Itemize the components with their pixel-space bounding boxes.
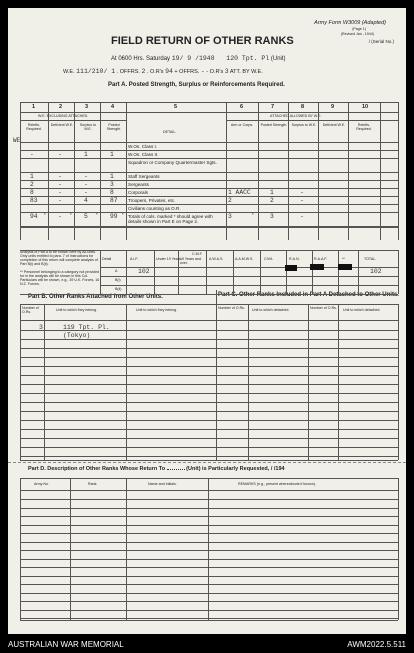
row-8-c2: - (58, 213, 62, 220)
analysis-header-5: A.A.M.W.S. (235, 257, 254, 261)
row-detail-1: W.Os. Class II. (128, 151, 159, 157)
footer-left: AUSTRALIAN WAR MEMORIAL (8, 640, 124, 649)
row-6-posted: 2 (270, 197, 274, 204)
part-bc-col-7 (398, 304, 399, 460)
analysis-header-1: A.I.F. (130, 257, 139, 261)
part-a-col-line-2 (74, 102, 75, 240)
part-b-unit-detail: (Tokyo) (63, 332, 91, 339)
part-a-col-line-11 (398, 102, 399, 240)
part-c-header-number: Number of O.Rs. (218, 306, 245, 310)
unit-value: 120 Tpt. Pl (226, 55, 270, 62)
col-number-8: 8 (301, 104, 305, 110)
part-d-col-2 (126, 478, 127, 620)
date-value: 19/ 9 /194 (171, 55, 211, 62)
row-1-c1: - (30, 151, 34, 158)
perforation-line (8, 462, 406, 463)
row-6-arm: 2 (228, 197, 232, 204)
part-d-col-4 (398, 478, 399, 620)
analysis-header-7: R.A.N. (289, 257, 300, 261)
left-header-1: Deficient W.E. (50, 123, 74, 127)
part-bc-col-2 (126, 304, 127, 460)
group-right-label: ATTACHED ALLOWED BY W.E. (270, 114, 322, 118)
part-bc-col-4 (248, 304, 249, 460)
footer-right: AWM2022.5.511 (347, 640, 406, 649)
row-5-c1: 8 (30, 189, 34, 196)
part-a-col-line-1 (48, 102, 49, 240)
col-number-2: 2 (59, 104, 63, 110)
part-bc-top (20, 304, 398, 305)
total-star-arm: * (252, 212, 254, 217)
army-form-id: Army Form W3009 (Adapted) (314, 20, 386, 26)
row-3-c4: 1 (110, 173, 114, 180)
redaction-0 (285, 265, 297, 271)
part-a-col-line-8 (318, 102, 319, 240)
row-rule-0 (20, 150, 398, 151)
plus-offrs-value: - (200, 68, 205, 75)
part-c-header-unit: Unit to which detached. (252, 308, 290, 312)
part-b-header-number: Number of O.Rs. (22, 306, 39, 315)
row-detail-8: Totals of cols. marked * should agree with details shown in Part E on Page 2. (128, 213, 213, 224)
col-number-4: 4 (111, 104, 115, 110)
total-star-1: * (70, 212, 72, 217)
row-8-surplus: - (300, 213, 304, 220)
part-a-top-rule (20, 102, 398, 103)
we-label: W.E. (63, 69, 75, 75)
date-suffix: 8 (210, 55, 215, 62)
row-5-c2: - (58, 189, 62, 196)
row-rule-3 (20, 180, 398, 181)
analysis-header-4: A.W.A.S. (209, 257, 224, 261)
col-number-1: 1 (32, 104, 36, 110)
left-header-2: Surplus to W.E. (79, 123, 97, 132)
row-8-arm: 3 (228, 213, 232, 220)
row-4-c1: 2 (30, 181, 34, 188)
analysis-header-0: Detail (102, 257, 112, 261)
row-3-c2: - (58, 173, 62, 180)
analysis-header-9: ** (342, 257, 345, 261)
at-line (111, 55, 286, 62)
part-d-title: Part D. Description of Other Ranks Whose Return To (28, 466, 166, 472)
redaction-1 (310, 264, 324, 270)
row-4-c4: 3 (110, 181, 114, 188)
part-a-col-line-5 (226, 102, 227, 240)
cmf-header: C.M.F. (192, 252, 203, 256)
we-value: 111/210/ 1 (76, 68, 116, 75)
analysis-note: ** Personnel belonging to a category not provided for in the analysis will be shown in this Col. Particulars will be shown, e.g., 39 U.K. Forces, 16 N.Z. Forces. (20, 270, 100, 287)
part-d-header-3: REMARKS (e.g., present whereabouts if known). (238, 482, 316, 486)
part-d-title-mid: (Unit) is Particularly Requested, (186, 466, 270, 472)
part-a-col-line-4 (126, 102, 127, 240)
analysis-col-line-0 (100, 250, 101, 294)
right-group-rule (226, 120, 398, 121)
part-a-col-line-0 (20, 102, 21, 240)
part-c-header-number-2: Number of O.Rs. (310, 306, 337, 310)
part-a-col-line-10 (380, 102, 381, 240)
part-c-title: Part C. Other Ranks Included in Part A Detached to Other Units. (218, 292, 399, 298)
row-detail-3: Staff Sergeants (128, 173, 160, 179)
row-6-c1: 83 (30, 197, 38, 204)
page-number: (Page 1) (352, 27, 366, 31)
analysis-aif-value: 102 (138, 268, 150, 275)
part-bc-bottom (20, 460, 398, 461)
part-bc-col-1 (44, 304, 45, 460)
part-d-header-1: Rank. (88, 482, 98, 486)
part-a-col-line-6 (258, 102, 259, 240)
row-8-c4: 99 (110, 213, 118, 220)
plus-ors-value: 3 (224, 68, 229, 75)
row-1-c2: - (58, 151, 62, 158)
col-number-6: 6 (240, 104, 244, 110)
analysis-header-2: Under 19 Years. (156, 257, 182, 261)
analysis-top-rule (20, 250, 398, 251)
total-star-2: * (96, 212, 98, 217)
part-d-title-line (28, 466, 285, 472)
we-line (63, 68, 263, 75)
row-5-surplus: - (300, 189, 304, 196)
part-d-col-0 (20, 478, 21, 620)
col-number-10: 10 (362, 104, 369, 110)
part-a-col-line-3 (100, 102, 101, 240)
row-detail-7: Civilians counting as O.R. (128, 205, 181, 211)
row-rule-5 (20, 196, 398, 197)
row-6-c3: 4 (84, 197, 88, 204)
ors-label: . O.R's (146, 69, 164, 75)
part-bc-col-3 (216, 304, 217, 460)
part-d-col-3 (208, 478, 209, 620)
part-b-title: Part B. Other Ranks Attached from Other Units. (28, 294, 163, 300)
col-number-9: 9 (331, 104, 335, 110)
revised-date: (Revised Jan., 1944) (340, 32, 374, 36)
part-d-col-1 (70, 478, 71, 620)
analysis-row-label-2: B(ii) (115, 287, 122, 291)
group-left-label: W.E. EXCLUDING ATTACHED. (38, 114, 89, 118)
part-d-header-2: Name and Initials. (148, 482, 177, 486)
offrs-value: 2 (141, 68, 146, 75)
row-6-surplus: - (300, 197, 304, 204)
part-bc-col-5 (308, 304, 309, 460)
left-header-3: Posted Strength. (106, 123, 122, 132)
row-8-posted: 3 (270, 213, 274, 220)
row-rule-2 (20, 172, 398, 173)
redaction-2 (338, 264, 352, 270)
row-detail-6: Troopers, Privates, etc. (128, 197, 176, 203)
plus-ors-label: - O.R's (206, 69, 224, 75)
row-detail-5: Corporals (128, 189, 148, 195)
row-5-posted: 1 (270, 189, 274, 196)
row-detail-2: Squadron or Company Quartermaster Sgts. (128, 159, 217, 165)
row-1-c4: 1 (110, 151, 114, 158)
at-label: At 0600 Hrs. Saturday (111, 56, 171, 62)
part-d-header-0: Army No. (34, 482, 49, 486)
part-bc-col-0 (20, 304, 21, 460)
row-detail-0: W.Os. Class I. (128, 143, 158, 149)
detail-header: DETAIL. (163, 130, 177, 134)
row-rule-7 (20, 212, 398, 213)
analysis-bottom-rule (20, 294, 398, 295)
offrs-label: . OFFRS. (116, 69, 140, 75)
row-rule-4 (20, 188, 398, 189)
right-header-3: Deficient W.E. (322, 123, 346, 127)
row-4-c3: - (84, 181, 88, 188)
part-b-unit: 119 Tpt. Pl. (63, 324, 110, 331)
row-rule-6 (20, 204, 398, 205)
part-b-header-unit: Unit to which they belong. (56, 308, 98, 312)
row-8-c3: 5 (84, 213, 88, 220)
col-number-7: 7 (271, 104, 275, 110)
analysis-row-label-0: A (115, 269, 118, 273)
part-b-header-unit-2: Unit to which they belong. (136, 308, 178, 312)
part-a-header-rule (20, 112, 398, 113)
analysis-header-8: R.A.A.F. (314, 257, 328, 261)
part-d-bottom (20, 620, 398, 621)
part-d-top (20, 478, 398, 479)
col-number-3: 3 (85, 104, 89, 110)
analysis-header-3: 19 Years and over. (180, 257, 201, 266)
analysis-total-value: 102 (370, 268, 382, 275)
part-d-title-date: / /194 (270, 466, 285, 472)
left-group-rule (20, 120, 126, 121)
part-a-title: Part A. Posted Strength, Surplus or Reinforcements Required. (108, 82, 285, 88)
analysis-col-line-11 (398, 250, 399, 294)
row-3-c1: 1 (30, 173, 34, 180)
row-5-arm: 1 AACC (228, 189, 251, 196)
row-4-c2: - (58, 181, 62, 188)
right-header-0: Arm or Corps. (230, 123, 254, 127)
row-6-c4: 87 (110, 197, 118, 204)
part-c-header-unit-2: Unit to which detached. (343, 308, 381, 312)
part-bc-header-rule (20, 320, 398, 321)
left-header-0: Reinfts. Required. (26, 123, 42, 132)
row-detail-4: Sergeants (128, 181, 149, 187)
att-label: ATT. BY W.E. (229, 69, 263, 75)
right-header-4: Reinfts. Required. (356, 123, 372, 132)
we-mark: WE (13, 137, 21, 144)
analysis-header-6: CIVIL (264, 257, 273, 261)
plus-offrs-label: + OFFRS. (174, 69, 200, 75)
part-a-col-line-9 (348, 102, 349, 240)
total-star-0: * (44, 212, 46, 217)
part-bc-col-6 (338, 304, 339, 460)
serial-number: / (Serial No.) (368, 39, 394, 44)
row-3-c3: - (84, 173, 88, 180)
row-1-c3: 1 (84, 151, 88, 158)
form-title: FIELD RETURN OF OTHER RANKS (111, 35, 294, 47)
right-header-1: Posted Strength. (260, 123, 288, 127)
part-d-header-rule (20, 490, 398, 491)
analysis-col-line-4 (206, 250, 207, 294)
row-5-c3: - (84, 189, 88, 196)
ors-value: 94 (165, 68, 173, 75)
analysis-text: Analysis of Part A to be shown here by All-units. Only units entitled to para. 7 of Instructions for completion of this return will complete analysis of Part B(i) and B(ii). (20, 250, 98, 267)
col-number-5: 5 (174, 104, 178, 110)
analysis-header-10: TOTAL. (364, 257, 377, 261)
form-page (8, 8, 406, 634)
part-a-bottom-rule (20, 227, 398, 228)
row-6-c2: - (58, 197, 62, 204)
right-header-2: Surplus to W.E. (291, 123, 317, 127)
total-star-3: * (122, 212, 124, 217)
part-a-col-line-7 (288, 102, 289, 240)
row-8-c1: 94 (30, 213, 38, 220)
row-5-c4: 8 (110, 189, 114, 196)
unit-label: (Unit) (270, 56, 286, 62)
analysis-row-label-1: B(i) (115, 278, 121, 282)
row-rule-1 (20, 158, 398, 159)
part-b-number: 3 (39, 324, 43, 331)
